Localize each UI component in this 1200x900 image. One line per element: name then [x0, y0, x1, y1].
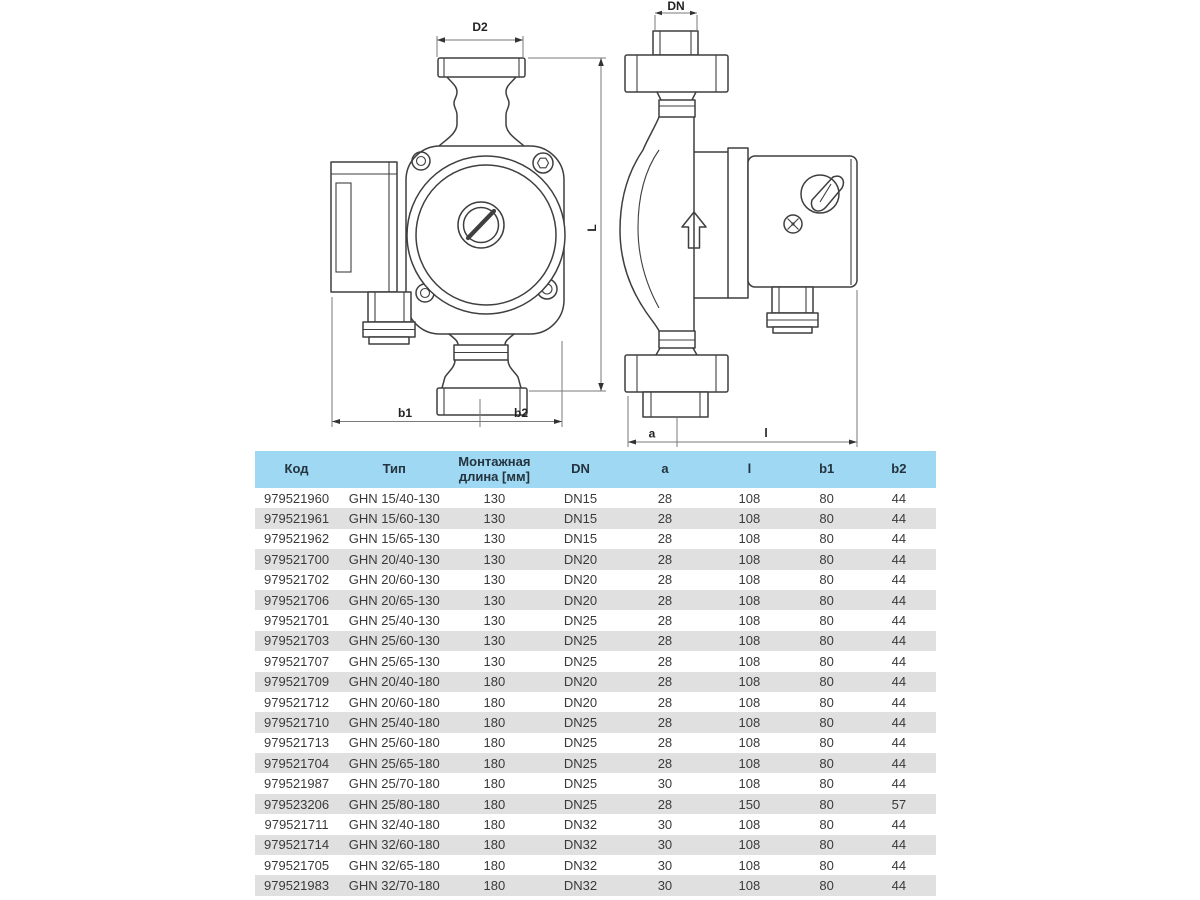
table-cell: 108 [738, 633, 761, 649]
table-cell: 979521709 [264, 674, 330, 690]
table-cell: 28 [657, 592, 673, 608]
table-cell: 180 [483, 694, 506, 710]
table-cell: GHN 32/70-180 [348, 878, 440, 894]
table-cell: 28 [657, 796, 673, 812]
table-cell: GHN 32/65-180 [348, 857, 440, 873]
table-cell: 979521702 [264, 572, 330, 588]
table-cell: 180 [483, 878, 506, 894]
table-cell: 979521713 [264, 735, 330, 751]
table-row [255, 733, 936, 753]
table-cell: 80 [819, 633, 834, 649]
table-cell: 979521703 [264, 633, 330, 649]
table-row [255, 610, 936, 630]
table-row [255, 814, 936, 834]
l-dimension-label-side: l [764, 426, 768, 440]
table-cell: 108 [738, 694, 761, 710]
dimensions-table-wrap [255, 451, 936, 896]
table-cell: 80 [819, 592, 834, 608]
table-cell: DN25 [563, 776, 598, 792]
table-cell: 108 [738, 613, 761, 629]
table-cell: 28 [657, 755, 673, 771]
table-cell: 108 [738, 531, 761, 547]
table-cell: 180 [483, 776, 506, 792]
table-cell: 80 [819, 816, 834, 832]
terminal-box [331, 162, 397, 292]
table-cell: 180 [483, 796, 506, 812]
table-row [255, 773, 936, 793]
table-row [255, 651, 936, 671]
table-cell: 979521712 [264, 694, 330, 710]
table-cell: 130 [483, 572, 506, 588]
column-header-code: Код [255, 451, 338, 488]
table-cell: GHN 15/60-130 [348, 511, 440, 527]
dimension-dn [655, 0, 697, 30]
table-cell: 180 [483, 857, 506, 873]
table-cell: DN25 [563, 653, 598, 669]
table-cell: 44 [891, 531, 907, 547]
table-row [255, 529, 936, 549]
table-cell: DN25 [563, 714, 598, 730]
table-cell: 979521706 [264, 592, 330, 608]
side-motor-body [748, 156, 857, 287]
table-cell: 80 [819, 755, 834, 771]
table-header [255, 451, 936, 488]
table-cell: 28 [657, 490, 673, 506]
table-cell: 180 [483, 816, 506, 832]
side-bottom-nipple [643, 392, 708, 417]
table-row [255, 712, 936, 732]
table-cell: 108 [738, 878, 761, 894]
table-cell: 28 [657, 714, 673, 730]
table-cell: 57 [891, 796, 907, 812]
table-cell: 108 [738, 572, 761, 588]
table-cell: 44 [891, 674, 907, 690]
table-cell: 28 [657, 674, 673, 690]
table-cell: 180 [483, 735, 506, 751]
side-bottom-union-nut [625, 355, 728, 392]
table-cell: 979521711 [264, 816, 329, 832]
table-cell: 979523206 [264, 796, 330, 812]
table-cell: 44 [891, 694, 907, 710]
table-cell: 44 [891, 551, 907, 567]
table-row [255, 631, 936, 651]
table-cell: 44 [891, 633, 907, 649]
table-cell: GHN 25/80-180 [348, 796, 440, 812]
table-cell: 108 [738, 490, 761, 506]
table-cell: 130 [483, 633, 506, 649]
table-cell: GHN 32/40-180 [348, 816, 440, 832]
side-top-union-nut [625, 55, 728, 92]
table-cell: 979521710 [264, 714, 330, 730]
vent-screw [458, 202, 504, 248]
table-cell: 30 [657, 837, 673, 853]
table-cell: 108 [738, 837, 761, 853]
table-cell: 180 [483, 714, 506, 730]
table-cell: 108 [738, 735, 761, 751]
table-row [255, 835, 936, 855]
table-cell: 80 [819, 572, 834, 588]
table-cell: 44 [891, 878, 907, 894]
table-cell: 80 [819, 511, 834, 527]
table-cell: 28 [657, 511, 673, 527]
table-cell: 80 [819, 714, 834, 730]
table-cell: GHN 15/40-130 [348, 490, 440, 506]
table-cell: 130 [483, 511, 506, 527]
table-cell: 108 [738, 653, 761, 669]
table-cell: 44 [891, 613, 907, 629]
table-cell: 28 [657, 633, 673, 649]
table-cell: 28 [657, 735, 673, 751]
table-cell: 108 [738, 755, 761, 771]
table-row [255, 549, 936, 569]
table-cell: 108 [738, 857, 761, 873]
b1-dimension-label: b1 [397, 406, 413, 420]
table-cell: 80 [819, 613, 834, 629]
table-cell: 44 [891, 816, 907, 832]
table-cell: DN32 [563, 857, 598, 873]
table-cell: 979521700 [264, 551, 330, 567]
table-cell: 979521707 [264, 653, 330, 669]
table-cell: GHN 25/60-130 [348, 633, 440, 649]
column-header-b2: b2 [862, 451, 936, 488]
table-row [255, 794, 936, 814]
table-cell: 180 [483, 837, 506, 853]
table-row [255, 692, 936, 712]
table-cell: DN20 [563, 551, 598, 567]
table-cell: GHN 32/60-180 [348, 837, 440, 853]
column-header-dn: DN [538, 451, 622, 488]
dimensions-table [255, 451, 936, 896]
table-cell: DN32 [563, 816, 598, 832]
l-dimension-label: L [585, 224, 599, 232]
table-cell: GHN 15/65-130 [348, 531, 440, 547]
table-cell: GHN 20/40-180 [348, 674, 440, 690]
table-cell: 28 [657, 653, 673, 669]
table-cell: DN32 [563, 837, 598, 853]
table-cell: GHN 25/65-180 [348, 755, 440, 771]
table-cell: 80 [819, 531, 834, 547]
table-cell: 28 [657, 551, 673, 567]
table-cell: DN20 [563, 674, 598, 690]
table-cell: GHN 25/70-180 [348, 776, 440, 792]
table-cell: 130 [483, 531, 506, 547]
table-cell: 130 [483, 592, 506, 608]
table-cell: GHN 20/60-130 [348, 572, 440, 588]
table-cell: 979521701 [264, 613, 330, 629]
column-header-mounting-length: Монтажная длина [мм] [450, 451, 538, 488]
table-cell: 979521960 [264, 490, 330, 506]
table-cell: 44 [891, 776, 907, 792]
dn-dimension-label: DN [667, 0, 685, 13]
table-cell: 80 [819, 796, 834, 812]
table-cell: 150 [738, 796, 761, 812]
table-row [255, 570, 936, 590]
table-cell: DN15 [563, 490, 598, 506]
table-cell: 80 [819, 776, 834, 792]
table-cell: 80 [819, 857, 834, 873]
table-cell: 979521714 [264, 837, 330, 853]
table-cell: 108 [738, 674, 761, 690]
table-cell: DN32 [563, 878, 598, 894]
front-top-union [438, 58, 525, 77]
table-cell: 108 [738, 816, 761, 832]
d2-dimension-label: D2 [472, 20, 488, 34]
table-cell: GHN 25/60-180 [348, 735, 440, 751]
table-cell: 80 [819, 837, 834, 853]
table-cell: 979521962 [264, 531, 330, 547]
table-cell: 979521961 [264, 511, 330, 527]
table-cell: DN25 [563, 755, 598, 771]
table-row [255, 508, 936, 528]
cable-gland-front [363, 292, 415, 344]
table-cell: 80 [819, 735, 834, 751]
table-cell: 44 [891, 592, 907, 608]
pump-front-view-drawing [331, 20, 606, 427]
table-row [255, 753, 936, 773]
table-body [255, 488, 936, 896]
table-cell: DN20 [563, 572, 598, 588]
column-header-l: l [707, 451, 791, 488]
table-cell: 28 [657, 572, 673, 588]
table-cell: 44 [891, 857, 907, 873]
table-cell: DN25 [563, 633, 598, 649]
table-cell: 44 [891, 490, 907, 506]
table-cell: GHN 25/40-130 [348, 613, 440, 629]
table-cell: DN25 [563, 796, 598, 812]
table-cell: DN20 [563, 694, 598, 710]
table-cell: 28 [657, 613, 673, 629]
table-cell: DN25 [563, 613, 598, 629]
side-mounting-plate [728, 148, 748, 298]
table-cell: 44 [891, 735, 907, 751]
dimension-d2 [437, 20, 523, 57]
cable-gland-side [767, 287, 818, 333]
table-cell: GHN 20/65-130 [348, 592, 440, 608]
table-cell: 180 [483, 755, 506, 771]
a-dimension-label: a [648, 426, 656, 441]
column-header-type: Тип [338, 451, 450, 488]
table-cell: 44 [891, 755, 907, 771]
table-cell: 130 [483, 551, 506, 567]
table-cell: 30 [657, 776, 673, 792]
column-header-b1: b1 [792, 451, 862, 488]
table-row [255, 875, 936, 895]
table-cell: 130 [483, 653, 506, 669]
table-row [255, 855, 936, 875]
table-cell: 979521987 [264, 776, 330, 792]
table-cell: DN15 [563, 531, 598, 547]
table-cell: 108 [738, 776, 761, 792]
table-cell: 108 [738, 592, 761, 608]
table-cell: 108 [738, 551, 761, 567]
table-cell: 80 [819, 551, 834, 567]
pump-side-view-drawing [620, 0, 857, 447]
table-cell: 80 [819, 490, 834, 506]
table-cell: GHN 20/60-180 [348, 694, 440, 710]
table-cell: 80 [819, 653, 834, 669]
table-cell: DN20 [563, 592, 598, 608]
table-cell: 979521983 [264, 878, 330, 894]
b2-dimension-label: b2 [513, 406, 529, 420]
table-cell: 80 [819, 878, 834, 894]
table-cell: DN15 [563, 511, 598, 527]
table-cell: 44 [891, 511, 907, 527]
column-header-a: a [623, 451, 707, 488]
table-cell: 30 [657, 878, 673, 894]
table-cell: 44 [891, 837, 907, 853]
table-row [255, 488, 936, 508]
table-cell: DN25 [563, 735, 598, 751]
table-cell: 28 [657, 694, 673, 710]
table-cell: 44 [891, 572, 907, 588]
table-cell: GHN 25/65-130 [348, 653, 440, 669]
table-cell: 979521704 [264, 755, 330, 771]
table-cell: GHN 20/40-130 [348, 551, 440, 567]
table-cell: 979521705 [264, 857, 330, 873]
table-cell: 44 [891, 714, 907, 730]
table-row [255, 672, 936, 692]
table-cell: 130 [483, 613, 506, 629]
table-cell: 108 [738, 511, 761, 527]
table-cell: 80 [819, 674, 834, 690]
table-cell: GHN 25/40-180 [348, 714, 440, 730]
table-cell: 44 [891, 653, 907, 669]
table-cell: 30 [657, 857, 673, 873]
table-cell: 108 [738, 714, 761, 730]
table-cell: 30 [657, 816, 673, 832]
table-cell: 28 [657, 531, 673, 547]
table-cell: 80 [819, 694, 834, 710]
table-cell: 130 [483, 490, 506, 506]
table-row [255, 590, 936, 610]
table-cell: 180 [483, 674, 506, 690]
